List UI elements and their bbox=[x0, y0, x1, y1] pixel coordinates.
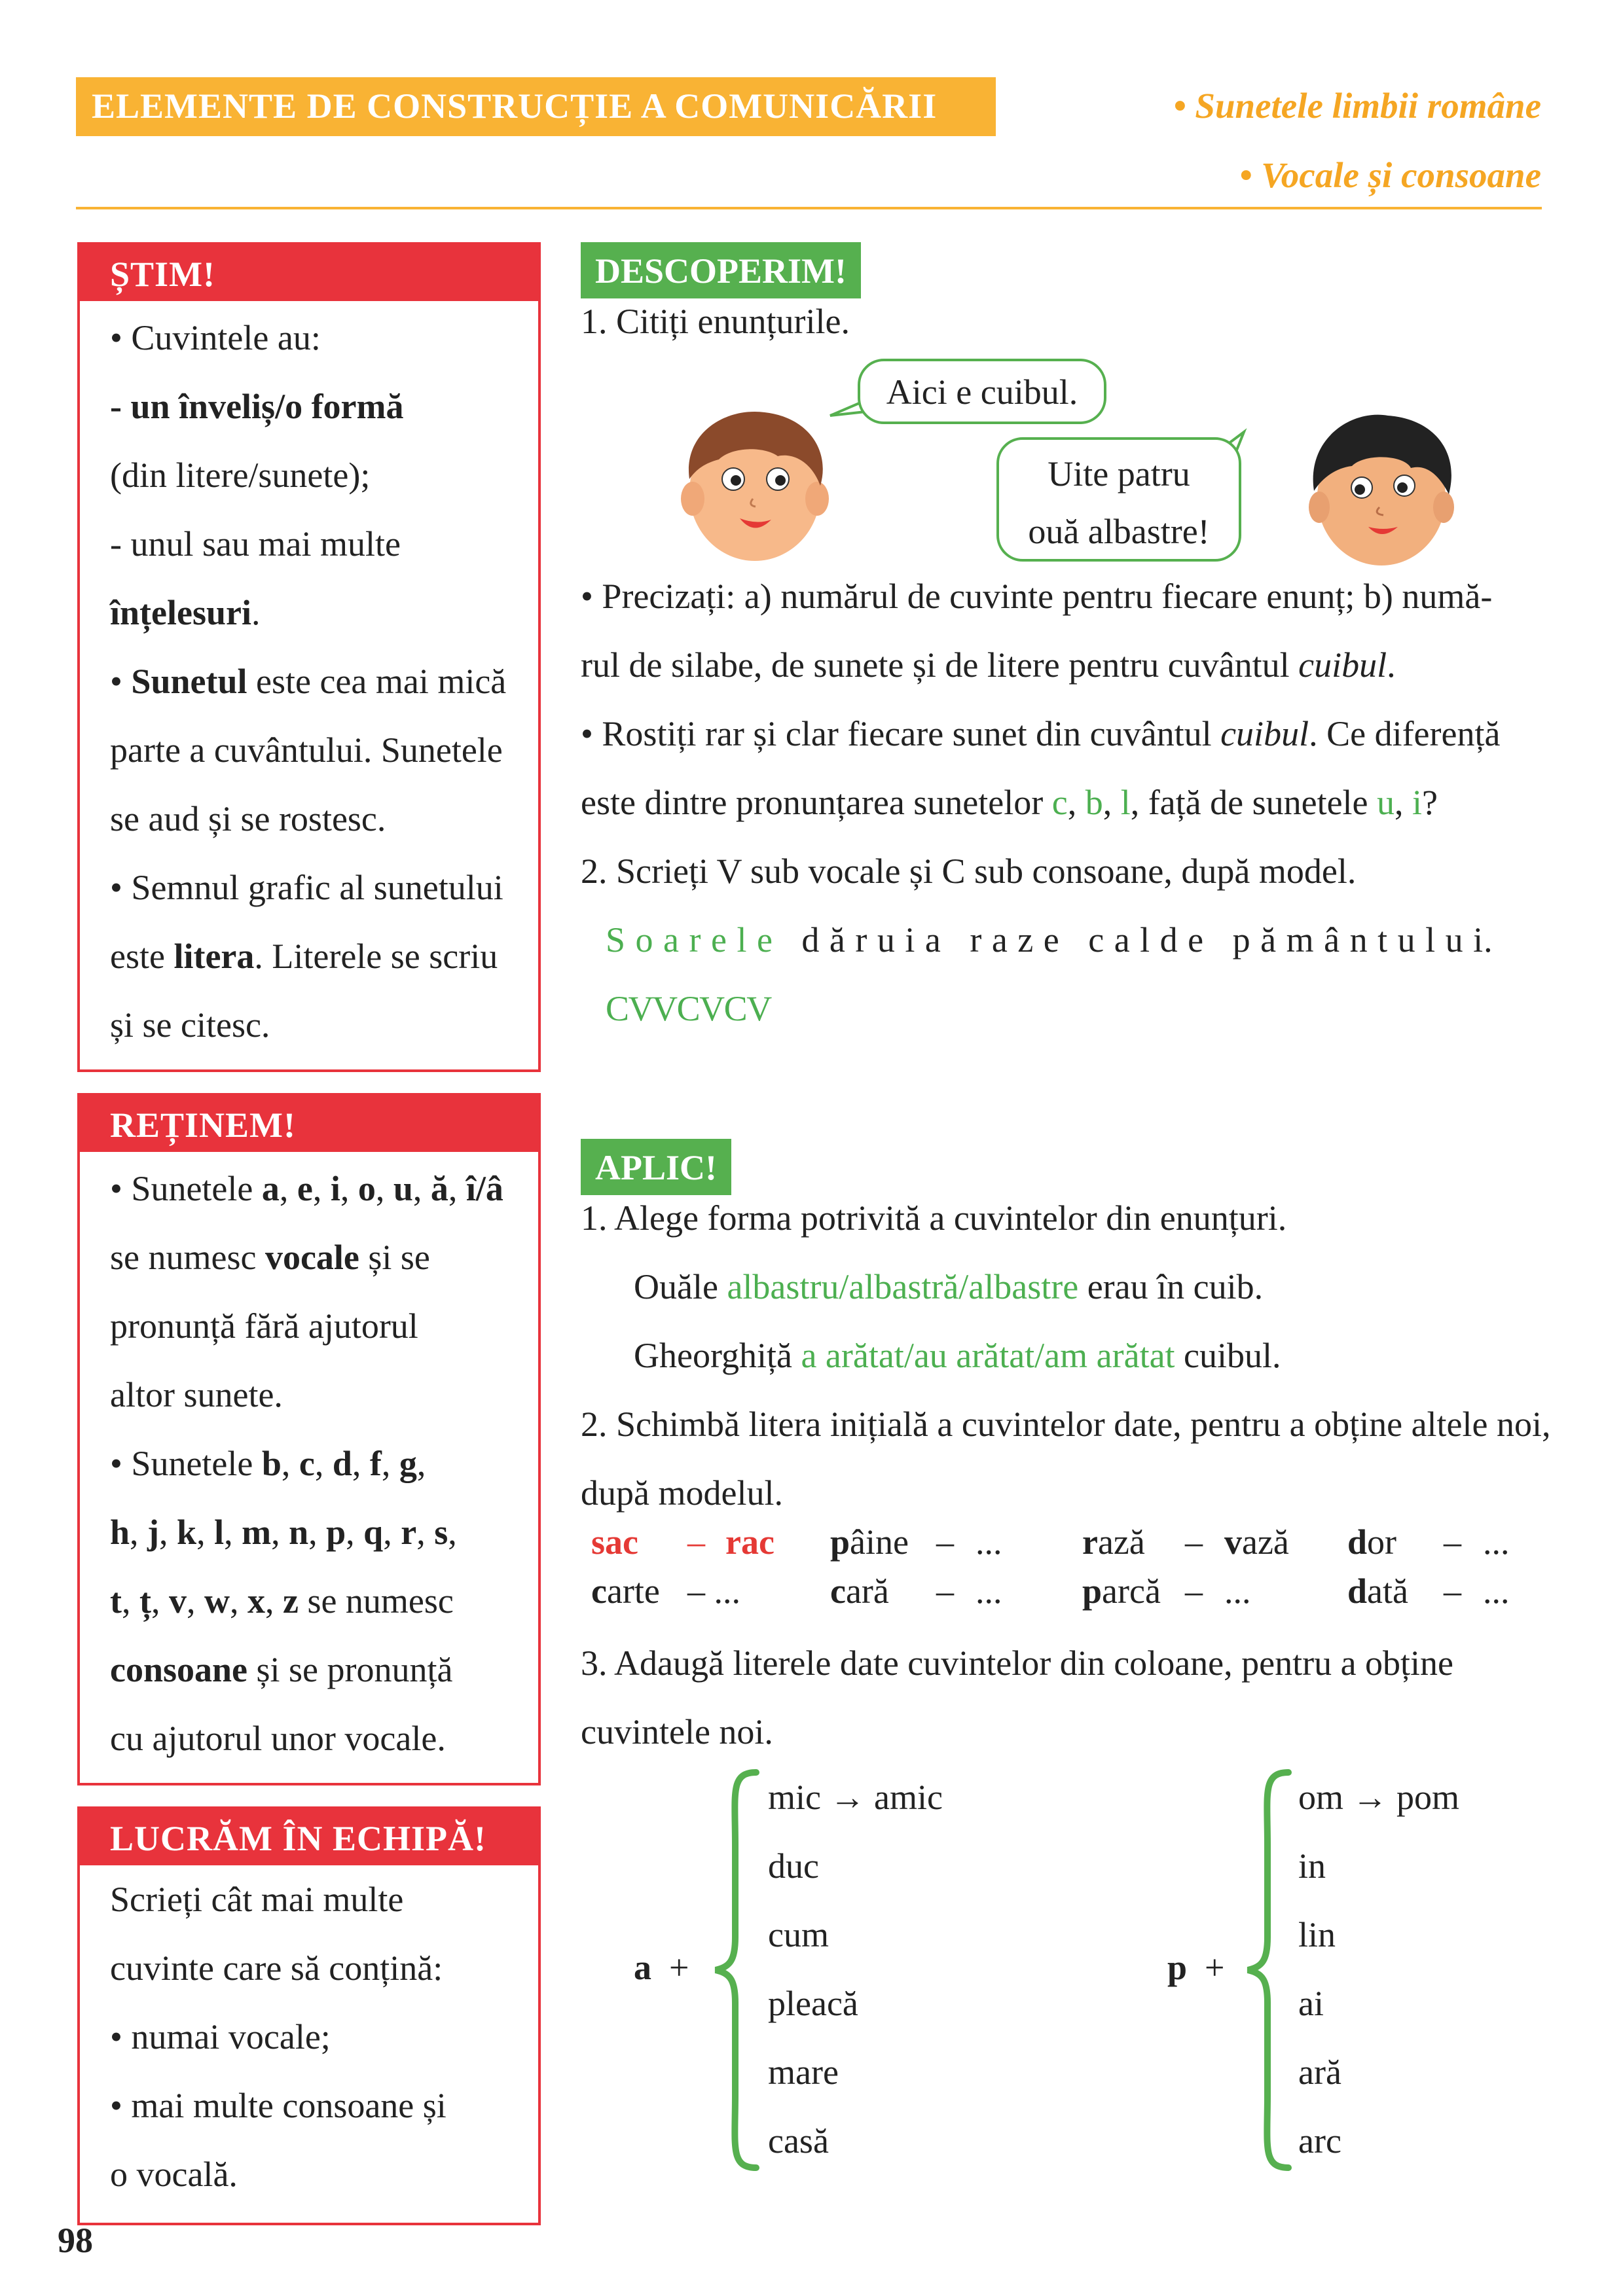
stim-line: este litera. Literele se scriu bbox=[110, 937, 498, 976]
echipa-line: • numai vocale; bbox=[110, 2017, 331, 2056]
column-word: mare bbox=[768, 2053, 839, 2092]
aplic-sentence: Ouăle albastru/albastră/albastre erau în cuib. bbox=[634, 1267, 1264, 1306]
retinem-line: consoane și se pronunță bbox=[110, 1650, 453, 1689]
stim-line: înțelesuri. bbox=[110, 593, 261, 632]
stim-line: parte a cuvântului. Sunetele bbox=[110, 730, 503, 770]
descoperim-instruction: rul de silabe, de sunete și de litere pentru cuvântul cuibul. bbox=[581, 645, 1396, 685]
boy-face-icon bbox=[680, 407, 830, 564]
aplic-sentence: Gheorghiță a arătat/au arătat/am arătat cuibul. bbox=[634, 1336, 1281, 1375]
column-word: duc bbox=[768, 1846, 819, 1886]
column-word: in bbox=[1298, 1846, 1326, 1886]
word-dash: – ... bbox=[687, 1571, 740, 1611]
descoperim-question-1: 1. Citiți enunțurile. bbox=[581, 302, 850, 341]
column-word: om → pom bbox=[1298, 1778, 1460, 1817]
column-word: ară bbox=[1298, 2053, 1341, 2092]
page-number: 98 bbox=[58, 2221, 93, 2260]
word-blank: ... bbox=[976, 1522, 1002, 1562]
column-word: cum bbox=[768, 1915, 829, 1954]
speech-bubble-1: Aici e cuibul. bbox=[858, 359, 1106, 424]
aplic-question-2: 2. Schimbă litera inițială a cuvintelor date, pentru a obține altele noi, bbox=[581, 1405, 1551, 1444]
echipa-title: LUCRĂM ÎN ECHIPĂ! bbox=[80, 1809, 538, 1865]
plus-sign: + bbox=[1205, 1948, 1225, 1987]
stim-line: • Semnul grafic al sunetului bbox=[110, 868, 503, 907]
stim-line: • Cuvintele au: bbox=[110, 318, 321, 357]
stim-line: • Sunetul este cea mai mică bbox=[110, 662, 507, 701]
word-blank: ... bbox=[1224, 1571, 1251, 1611]
descoperim-instruction: • Rostiți rar și clar fiecare sunet din cuvântul cuibul. Ce diferență bbox=[581, 714, 1501, 753]
aplic-question-3: 3. Adaugă literele date cuvintelor din coloane, pentru a obține bbox=[581, 1643, 1454, 1683]
boy-face-icon bbox=[1306, 412, 1457, 569]
word-blank: ... bbox=[1483, 1571, 1510, 1611]
echipa-line: Scrieți cât mai multe bbox=[110, 1880, 404, 1919]
word-dash: – bbox=[936, 1522, 954, 1562]
column-word: ai bbox=[1298, 1984, 1324, 2023]
descoperim-tag: DESCOPERIM! bbox=[581, 242, 861, 298]
word-item: pâine bbox=[830, 1522, 909, 1562]
stim-line: și se citesc. bbox=[110, 1005, 270, 1045]
aplic-tag: APLIC! bbox=[581, 1139, 731, 1195]
word-dash: – bbox=[1185, 1571, 1203, 1611]
curly-brace-icon bbox=[1243, 1767, 1295, 2173]
column-word: lin bbox=[1298, 1915, 1336, 1954]
echipa-line: cuvinte care să conțină: bbox=[110, 1948, 443, 1988]
aplic-question-3: cuvintele noi. bbox=[581, 1712, 773, 1751]
bubble-line: ouă albastre! bbox=[1028, 512, 1210, 551]
stim-line: se aud și se rostesc. bbox=[110, 799, 386, 838]
header-divider bbox=[76, 207, 1542, 209]
stim-line: (din litere/sunete); bbox=[110, 456, 371, 495]
curly-brace-icon bbox=[710, 1767, 763, 2173]
aplic-question-1: 1. Alege forma potrivită a cuvintelor din enunțuri. bbox=[581, 1198, 1287, 1238]
retinem-line: pronunță fără ajutorul bbox=[110, 1306, 418, 1346]
word-item: vază bbox=[1224, 1522, 1289, 1562]
bubble-line: Uite patru bbox=[1048, 454, 1190, 493]
retinem-line: t, ț, v, w, x, z se numesc bbox=[110, 1581, 454, 1621]
model-word: rac bbox=[725, 1522, 775, 1562]
echipa-line: • mai multe consoane și bbox=[110, 2086, 447, 2125]
stim-line: - un înveliș/o formă bbox=[110, 387, 404, 426]
word-item: dor bbox=[1347, 1522, 1397, 1562]
retinem-box bbox=[77, 1093, 541, 1785]
retinem-line: se numesc vocale și se bbox=[110, 1238, 430, 1277]
letter-a: a bbox=[634, 1948, 651, 1987]
retinem-line: altor sunete. bbox=[110, 1375, 283, 1414]
retinem-line: h, j, k, l, m, n, p, q, r, s, bbox=[110, 1513, 457, 1552]
model-dash: – bbox=[687, 1522, 705, 1562]
topic-vowels-consonants: • Vocale și consoane bbox=[1239, 155, 1541, 195]
plus-sign: + bbox=[669, 1948, 689, 1987]
retinem-line: • Sunetele b, c, d, f, g, bbox=[110, 1444, 426, 1483]
model-word: sac bbox=[591, 1522, 638, 1562]
word-blank: ... bbox=[1483, 1522, 1510, 1562]
letter-p: p bbox=[1167, 1948, 1188, 1987]
aplic-question-2: după modelul. bbox=[581, 1473, 783, 1513]
word-blank: ... bbox=[976, 1571, 1002, 1611]
topic-sounds: • Sunetele limbii române bbox=[1173, 86, 1541, 126]
word-item: rază bbox=[1082, 1522, 1145, 1562]
stim-title: ȘTIM! bbox=[80, 245, 538, 301]
word-dash: – bbox=[936, 1571, 954, 1611]
word-dash: – bbox=[1444, 1522, 1461, 1562]
retinem-title: REȚINEM! bbox=[80, 1096, 538, 1152]
descoperim-question-2: 2. Scrieți V sub vocale și C sub consoane, după model. bbox=[581, 852, 1357, 891]
example-sentence: S o a r e l e d ă r u i a r a z e c a l d e p ă m â n t u l u i. bbox=[606, 920, 1493, 960]
echipa-box bbox=[77, 1806, 541, 2225]
column-word: mic → amic bbox=[768, 1778, 943, 1817]
word-item: dată bbox=[1347, 1571, 1408, 1611]
example-model: C V V C V C V bbox=[606, 989, 773, 1028]
speech-bubble-2 bbox=[996, 437, 1241, 562]
descoperim-instruction: este dintre pronunțarea sunetelor c, b, l, față de sunetele u, i? bbox=[581, 783, 1438, 822]
word-item: carte bbox=[591, 1571, 660, 1611]
column-word: casă bbox=[768, 2121, 829, 2161]
stim-line: - unul sau mai multe bbox=[110, 524, 401, 564]
chapter-title: ELEMENTE DE CONSTRUCȚIE A COMUNICĂRII bbox=[92, 86, 938, 126]
echipa-line: o vocală. bbox=[110, 2155, 238, 2194]
stim-box bbox=[77, 242, 541, 1072]
word-item: parcă bbox=[1082, 1571, 1161, 1611]
column-word: pleacă bbox=[768, 1984, 858, 2023]
column-word: arc bbox=[1298, 2121, 1341, 2161]
retinem-line: cu ajutorul unor vocale. bbox=[110, 1719, 446, 1758]
retinem-line: • Sunetele a, e, i, o, u, ă, î/â bbox=[110, 1169, 503, 1208]
descoperim-instruction: • Precizați: a) numărul de cuvinte pentru fiecare enunț; b) numă- bbox=[581, 577, 1493, 616]
word-dash: – bbox=[1444, 1571, 1461, 1611]
word-item: cară bbox=[830, 1571, 889, 1611]
word-dash: – bbox=[1185, 1522, 1203, 1562]
